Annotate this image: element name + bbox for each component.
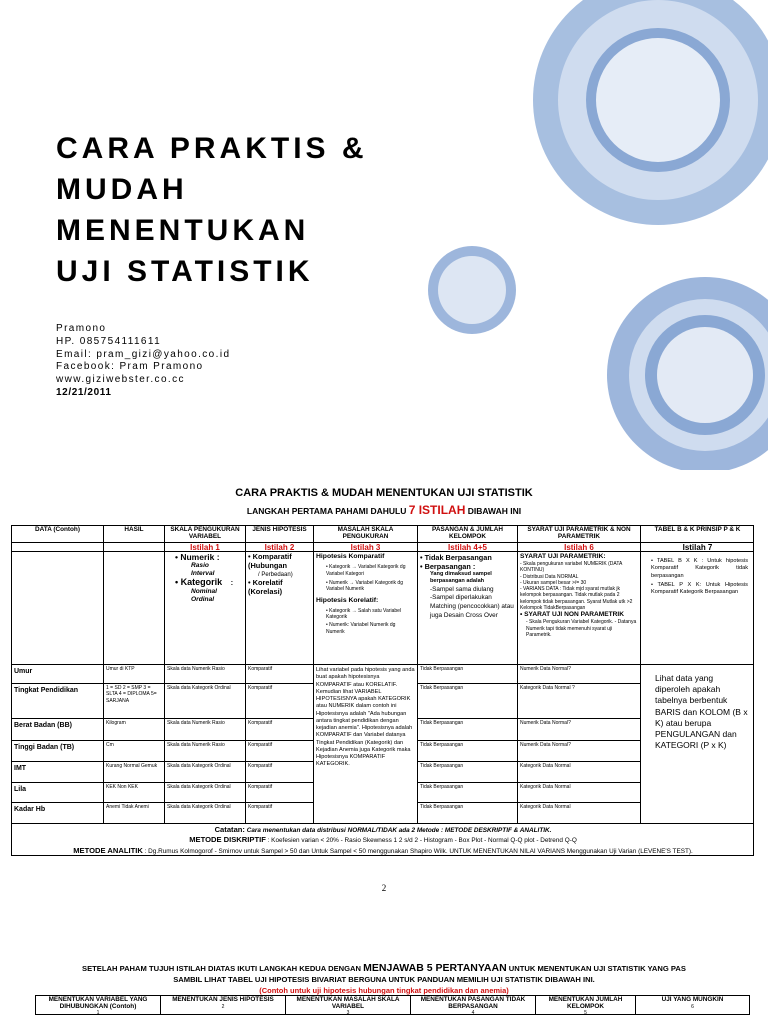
istilah-2: Istilah 2 <box>245 542 313 551</box>
row-data: Berat Badan (BB) <box>11 718 103 740</box>
cover-title-line-1: CARA PRAKTIS & <box>56 132 368 165</box>
desc-empty-hasil <box>103 551 164 664</box>
analitik-label: METODE ANALITIK <box>73 845 143 855</box>
cover-page <box>0 0 768 470</box>
istilah-3: Istilah 3 <box>313 542 417 551</box>
row-skala: Skala data Numerik Rasio <box>164 718 245 740</box>
header-jenis: JENIS HIPOTESIS <box>245 525 313 542</box>
syarat-param-1: - Skala pengukuran variabel NUMERIK (DATA KONTINU) <box>520 561 623 574</box>
row-skala: Skala data Kategorik Ordinal <box>164 683 245 718</box>
circle-mid-inner <box>438 256 506 324</box>
cover-title-line-4: UJI STATISTIK <box>56 255 314 288</box>
row-skala: Skala data Numerik Rasio <box>164 740 245 761</box>
cover-title <box>56 128 416 292</box>
istilah-7: Istilah 7 <box>640 542 754 551</box>
syarat-nonparam-1: - Skala Pengukuran Variabel Kategorik. - Datanya Numerik tapi tidak memenuhi syarat uji Parametrik. <box>526 619 637 638</box>
row-pasangan: Tidak Berpasangan <box>417 683 517 718</box>
header-syarat: SYARAT UJI PARAMETRIK & NON PARAMETRIK <box>517 525 640 542</box>
page2-table <box>35 995 750 1024</box>
row-syarat: Kategorik Data Normal <box>517 802 640 823</box>
masalah-korelatif-1: Kategorik → Salah satu Variabel Kategorik <box>326 607 402 621</box>
row-syarat: Kategorik Data Normal <box>517 782 640 802</box>
row-pasangan: Tidak Berpasangan <box>417 740 517 761</box>
page2-line-1-big: MENJAWAB 5 PERTANYAAN <box>363 962 507 974</box>
row-data: IMT <box>11 761 103 782</box>
pasangan-line-2: -Sampel diperlakukan Matching (pencocokkan) atau juga Desain Cross Over <box>430 594 514 619</box>
header-pasangan: PASANGAN & JUMLAH KELOMPOK <box>417 525 517 542</box>
page2-header-6: UJI YANG MUNGKIN 6 <box>635 995 750 1015</box>
masalah-komparatif-2: Numerik → Variabel Kategorik dg Variabel Numerik <box>326 579 403 593</box>
page2-line-3: (Contoh untuk uji hipotesis hubungan tingkat pendidikan dan anemia) <box>259 986 509 995</box>
author-block <box>56 323 230 400</box>
row-data: Kadar Hb <box>11 802 103 823</box>
desc-empty-data <box>11 551 103 664</box>
catatan-text: Cara menentukan data distribusi NORMAL/TIDAK ada 2 Metode : METODE DESKRIPTIF & ANALITIK. <box>246 827 552 834</box>
row-syarat: Kategorik Data Normal ? <box>517 683 640 718</box>
statistics-table <box>11 525 754 856</box>
row-hasil: KEK Non KEK <box>103 782 164 802</box>
row-pasangan: Tidak Berpasangan <box>417 718 517 740</box>
skala-ordinal: Ordinal <box>191 595 215 603</box>
row-pasangan: Tidak Berpasangan <box>417 664 517 683</box>
page2-line-1-post: UNTUK MENENTUKAN UJI STATISTIK YANG PAS <box>506 964 686 973</box>
skala-nominal: Nominal <box>191 587 218 595</box>
row-data: Umur <box>11 664 103 683</box>
row-jenis: Komparatif <box>245 802 313 823</box>
istilah-6: Istilah 6 <box>517 542 640 551</box>
syarat-param-4: - VARIANS DATA : Tidak mjd syarat mutlak jk kelompok berpasangan. Tidak mutlak pada 2 kelompok tidak berpasangan. Syarat Mutlak utk >2 Kelompok TidakBerpasangan <box>520 586 633 611</box>
cover-title-line-3: MENENTUKAN <box>56 214 310 247</box>
author-date: 12/21/2011 <box>56 386 112 398</box>
page-number: 2 <box>381 883 387 893</box>
syarat-param-3: - Ukuran sampel besar >/= 30 <box>520 579 587 586</box>
tabel-bxk: TABEL B X K : Untuk hipotesis Komparatif Kategorik tidak berpasangan <box>651 558 748 579</box>
page2-line-1 <box>0 962 768 974</box>
author-website: www.giziwebster.co.cc <box>56 374 185 386</box>
pasangan-tidak: Tidak Berpasangan <box>424 553 492 562</box>
row-jenis: Komparatif <box>245 683 313 718</box>
author-name: Pramono <box>56 323 107 334</box>
skala-rasio: Rasio <box>191 561 209 569</box>
row-jenis: Komparatif <box>245 761 313 782</box>
cover-title-line-2: MUDAH <box>56 173 188 206</box>
row-data: Lila <box>11 782 103 802</box>
syarat-description: SYARAT UJI PARAMETRIK: - Skala pengukuran variabel NUMERIK (DATA KONTINU) - Distribusi Data NORMAL - Ukuran sampel besar >/= 30 - VARIANS DATA : Tidak mjd syarat mutlak jk kelompok berpasangan. Tidak mutlak pada 2 kelompok tidak berpasangan. Syarat Mutlak utk >2 Kelompok TidakBerpasangan • SYARAT UJI NON PARAMETRIK - Skala Pengukuran Variabel Kategorik. - Datanya Numerik tapi tidak memenuhi syarat uji Parametrik. <box>517 551 640 664</box>
table-title: CARA PRAKTIS & MUDAH MENENTUKAN UJI STATISTIK <box>235 487 533 499</box>
table-subtitle <box>0 503 768 517</box>
row-pasangan: Tidak Berpasangan <box>417 802 517 823</box>
subtitle-highlight: 7 ISTILAH <box>408 503 466 517</box>
istilah-1: Istilah 1 <box>164 542 245 551</box>
pasangan-desc: Yang dimaksud sampel berpasangan adalah <box>430 571 492 585</box>
tabel-description: • TABEL B X K : Untuk hipotesis Komparatif Kategorik tidak berpasangan • TABEL P X K: Untuk Hipotesis Komparatif Kategorik Berpasangan <box>640 551 754 664</box>
row-hasil: 1 = SD 2 = SMP 3 = SLTA 4 = DIPLOMA 5= SARJANA <box>103 683 164 718</box>
row-hasil: Anemi Tidak Anemi <box>103 802 164 823</box>
author-email: Email: pram_gizi@yahoo.co.id <box>56 348 231 360</box>
row-jenis: Komparatif <box>245 718 313 740</box>
header-masalah: MASALAH SKALA PENGUKURAN <box>313 525 417 542</box>
pasangan-description: • Tidak Berpasangan • Berpasangan : Yang dimaksud sampel berpasangan adalah -Sampel sama diulang -Sampel diperlakukan Matching (pencocokkan) atau juga Desain Cross Over <box>417 551 517 664</box>
row-skala: Skala data Kategorik Ordinal <box>164 761 245 782</box>
row-syarat: Numerik Data Normal? <box>517 664 640 683</box>
page2-line-2: SAMBIL LIHAT TABEL UJI HIPOTESIS BIVARIAT BERGUNA UNTUK PANDUAN MEMILIH UJI STATISTIK DIBAWAH INI. <box>173 975 595 984</box>
subtitle-post: DIBAWAH INI <box>465 506 522 516</box>
circle-bottom-center <box>657 327 753 423</box>
table-footer <box>11 823 754 856</box>
masalah-description: Hipotesis Komparatif • Kategorik → Variabel Kategorik dg Variabel Kategori • Numerik → Variabel Kategorik dg Variabel Numerik Hipotesis Korelatif: • Kategorik → Salah satu Variabel Kategorik • Numerik: Variabel Numerik dg Numerik <box>313 551 417 664</box>
author-facebook: Facebook: Pram Pramono <box>56 361 204 373</box>
row-hasil: Kurang Normal Gemuk <box>103 761 164 782</box>
author-phone: HP. 085754111611 <box>56 335 162 347</box>
row-skala: Skala data Kategorik Ordinal <box>164 802 245 823</box>
pasangan-line-1: -Sampel sama diulang <box>430 585 494 593</box>
header-hasil: HASIL <box>103 525 164 542</box>
row-data: Tinggi Badan (TB) <box>11 740 103 761</box>
row-hasil: Umur di KTP <box>103 664 164 683</box>
header-data: DATA (Contoh) <box>11 525 103 542</box>
skala-kategorik-colon: : <box>230 579 234 587</box>
hipotesis-korelatif: Korelatif (Korelasi) <box>248 578 283 597</box>
row-hasil: Cm <box>103 740 164 761</box>
row-syarat: Numerik Data Normal? <box>517 740 640 761</box>
analitik-text: : Dg.Rumus Kolmogorof - Smirnov untuk Sampel > 50 dan Untuk Sampel < 50 menggunakan Shapiro Wilk. UNTUK MENENTUKAN NILAI VARIANS Menggunakan Uji Varian (LEVENE'S TEST). <box>144 847 693 855</box>
circle-large-core <box>596 38 720 162</box>
header-tabel: TABEL B & K PRINSIP P & K <box>640 525 754 542</box>
syarat-param-2: - Distribusi Data NORMAL <box>520 573 579 580</box>
skala-numerik: Numerik : <box>180 552 220 562</box>
hipotesis-description: • Komparatif (Hubungan / Perbedaan) • Korelatif (Korelasi) <box>245 551 313 664</box>
page2-line-1-pre: SETELAH PAHAM TUJUH ISTILAH DIATAS IKUTI LANGKAH KEDUA DENGAN <box>82 964 364 973</box>
deskriptif-label: METODE DISKRIPTIF <box>189 835 266 845</box>
header-skala: SKALA PENGUKURAN VARIABEL <box>164 525 245 542</box>
istilah-4-5: Istilah 4+5 <box>417 542 517 551</box>
row-syarat: Numerik Data Normal? <box>517 718 640 740</box>
hipotesis-komparatif: Komparatif (Hubungan <box>248 552 292 570</box>
page2-header-5: MENENTUKAN JUMLAH KELOMPOK 5 <box>535 995 635 1015</box>
row-jenis: Komparatif <box>245 740 313 761</box>
tabel-note: Lihat data yang diperoleh apakah tabelnya berbentuk BARIS dan KOLOM (B x K) atau berupa PENGULANGAN dan KATEGORI (P x K) <box>640 664 754 823</box>
row-hasil: Kilogram <box>103 718 164 740</box>
tabel-pxk: TABEL P X K: Untuk Hipotesis Komparatif Kategorik Berpasangan <box>651 581 748 596</box>
row-jenis: Komparatif <box>245 664 313 683</box>
syarat-nonparam-title: SYARAT UJI NON PARAMETRIK <box>524 611 625 619</box>
row-jenis: Komparatif <box>245 782 313 802</box>
catatan-label: Catatan: <box>214 825 245 834</box>
row-syarat: Kategorik Data Normal <box>517 761 640 782</box>
row-skala: Skala data Numerik Rasio <box>164 664 245 683</box>
hipotesis-perbedaan: / Perbedaan) <box>258 571 293 578</box>
page2-header-4: MENENTUKAN PASANGAN TIDAK BERPASANGAN 4 <box>410 995 535 1015</box>
skala-description: • Numerik : Rasio Interval • Kategorik : Nominal Ordinal <box>164 551 245 664</box>
skala-kategorik: Kategorik <box>180 576 223 587</box>
skala-interval: Interval <box>191 569 215 577</box>
masalah-komparatif-title: Hipotesis Komparatif <box>316 553 385 560</box>
subtitle-pre: LANGKAH PERTAMA PAHAMI DAHULU <box>246 506 409 516</box>
row-pasangan: Tidak Berpasangan <box>417 782 517 802</box>
masalah-korelatif-2: Numerik: Variabel Numerik dg Numerik <box>326 622 396 635</box>
page2-header-2: MENENTUKAN JENIS HIPOTESIS 2 <box>160 995 285 1015</box>
masalah-explanation: Lihat variabel pada hipotesis yang anda buat apakah hipotesisnya KOMPARATIF atau KORELATIF. Kemudian lihat VARIABEL HIPOTESISNYA apakah KATEGORIK atau NUMERIK dalam contoh ini Hipotesisnya adalah "Ada hubungan antara tingkat pendidikan dengan kejadian anemia". Hipotesisnya adalah KOMPARATIF dan Variabel datanya Tingkat Pendidikan (Kategorik) dan Kejadian Anemia juga Kategorik maka Hipotesisnya KOMPARATIF KATEGORIK. <box>313 664 417 823</box>
deskriptif-text: : Koefesien varian < 20% - Rasio Skewness 1 2 s/d 2 - Histogram - Box Plot - Normal Q-Q plot - Detrend Q-Q <box>267 837 577 845</box>
row-skala: Skala data Kategorik Ordinal <box>164 782 245 802</box>
row-data: Tingkat Pendidikan <box>11 683 103 718</box>
masalah-komparatif-1: Kategorik → Variabel Kategorik dg Variabel Kategori <box>326 564 406 577</box>
page2-header-3: MENENTUKAN MASALAH SKALA VARIABEL 3 <box>285 995 410 1015</box>
row-pasangan: Tidak Berpasangan <box>417 761 517 782</box>
istilah-empty-1 <box>11 542 103 551</box>
syarat-param-title: SYARAT UJI PARAMETRIK: <box>520 553 606 560</box>
pasangan-berpasangan: Berpasangan : <box>424 562 476 572</box>
masalah-korelatif-title: Hipotesis Korelatif: <box>316 597 379 605</box>
istilah-empty-2 <box>103 542 164 551</box>
page2-header-1: MENENTUKAN VARIABEL YANG DIHUBUNGKAN (Contoh) 1 <box>35 995 160 1015</box>
